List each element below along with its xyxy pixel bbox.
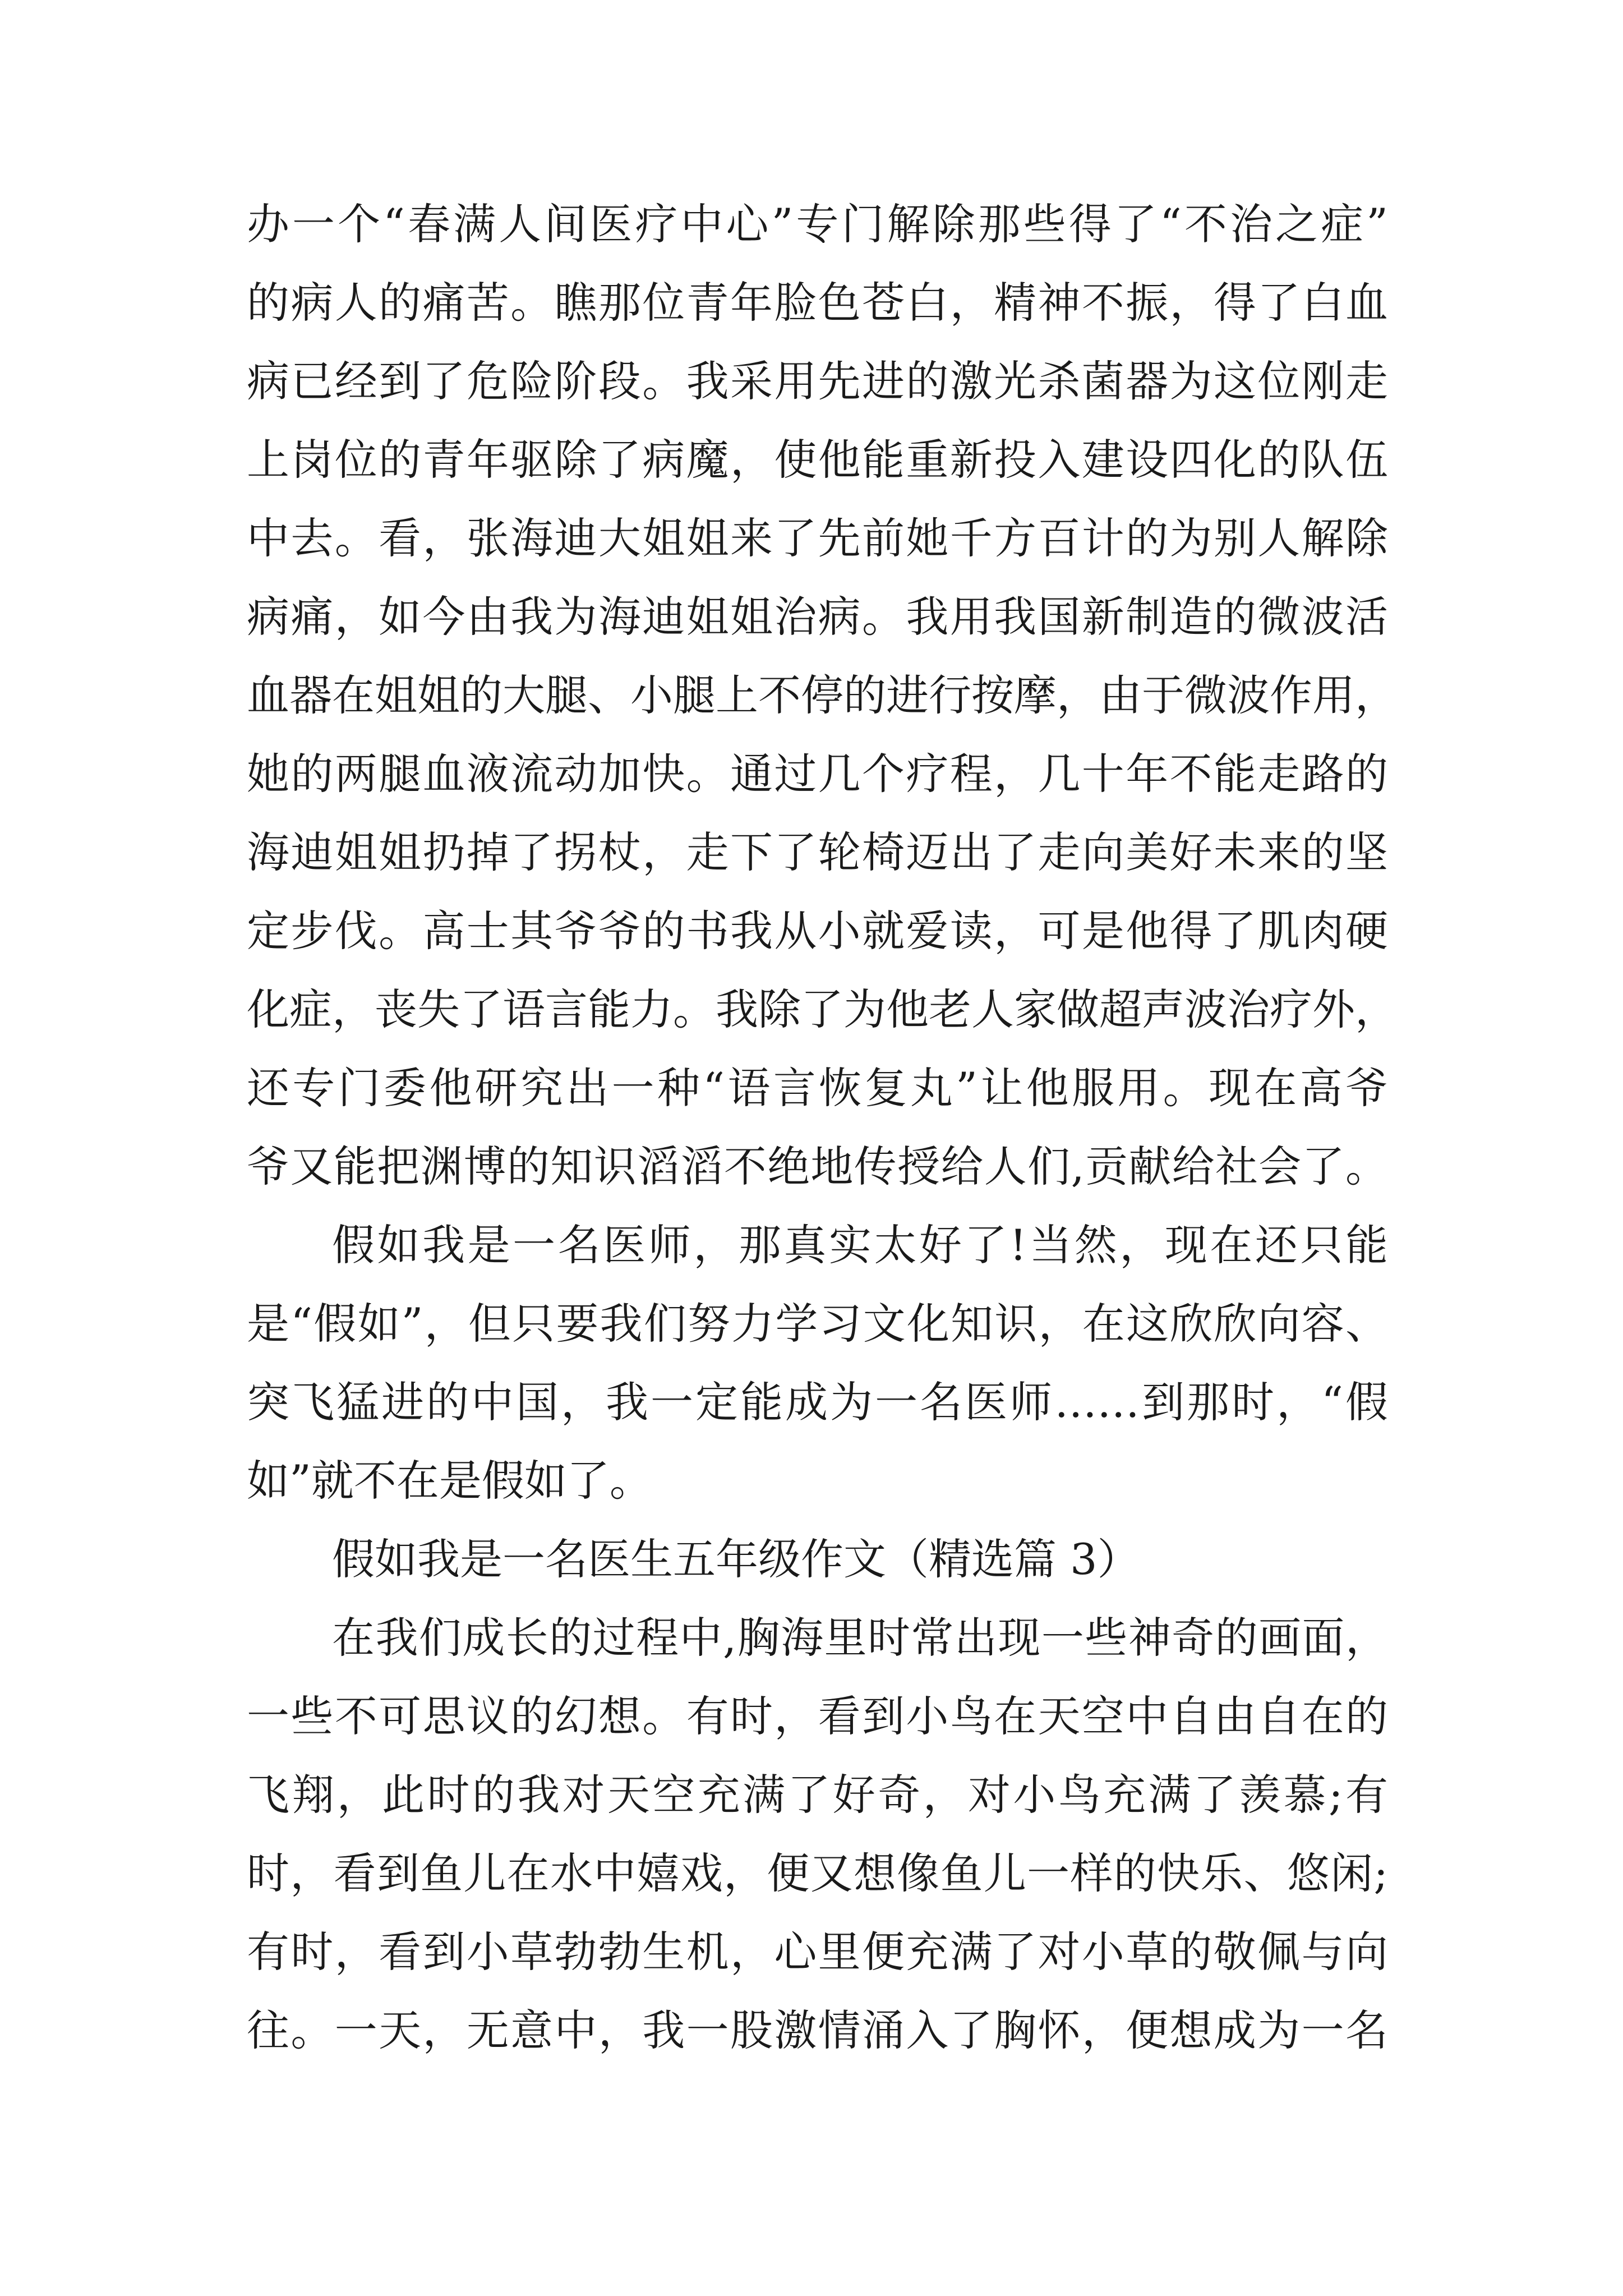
paragraph-1-line-11: 化症，丧失了语言能力。我除了为他老人家做超声波治疗外， (247, 984, 1398, 1034)
paragraph-1-line-1: 办一个“春满人间医疗中心”专门解除那些得了“不治之症” (247, 199, 1388, 249)
paragraph-3-line-4: 时，看到鱼儿在水中嬉戏，便又想像鱼儿一样的快乐、悠闲; (247, 1848, 1388, 1898)
paragraph-1-line-10: 定步伐。高士其爷爷的书我从小就爱读，可是他得了肌肉硬 (247, 906, 1388, 956)
paragraph-3-line-1: 在我们成长的过程中,胸海里时常出现一些神奇的画面， (332, 1613, 1388, 1663)
paragraph-3-line-6: 往。一天，无意中，我一股激情涌入了胸怀，便想成为一名 (247, 2005, 1388, 2055)
paragraph-1-line-3: 病已经到了危险阶段。我采用先进的激光杀菌器为这位刚走 (247, 356, 1388, 406)
document-body (247, 185, 1398, 2070)
paragraph-1-line-8: 她的两腿血液流动加快。通过几个疗程，几十年不能走路的 (247, 749, 1388, 799)
section-heading: 假如我是一名医生五年级作文（精选篇 3） (332, 1534, 1140, 1584)
paragraph-3-line-2: 一些不可思议的幻想。有时，看到小鸟在天空中自由自在的 (247, 1691, 1388, 1741)
paragraph-2-line-1: 假如我是一名医师，那真实太好了!当然，现在还只能 (332, 1220, 1388, 1270)
paragraph-1-line-7: 血器在姐姐的大腿、小腿上不停的进行按摩，由于微波作用， (247, 670, 1398, 720)
paragraph-1-line-12: 还专门委他研究出一种“语言恢复丸”让他服用。现在高爷 (247, 1063, 1388, 1113)
paragraph-1-line-2: 的病人的痛苦。瞧那位青年脸色苍白，精神不振，得了白血 (247, 278, 1388, 328)
paragraph-1-line-4: 上岗位的青年驱除了病魔，使他能重新投入建设四化的队伍 (247, 435, 1388, 485)
paragraph-1-line-5: 中去。看，张海迪大姐姐来了先前她千方百计的为别人解除 (247, 513, 1388, 563)
paragraph-2-line-3: 突飞猛进的中国，我一定能成为一名医师……到那时，“假 (247, 1377, 1388, 1427)
paragraph-1-line-6: 病痛，如今由我为海迪姐姐治病。我用我国新制造的微波活 (247, 592, 1388, 642)
paragraph-3-line-5: 有时，看到小草勃勃生机，心里便充满了对小草的敬佩与向 (247, 1927, 1388, 1977)
paragraph-3-line-3: 飞翔，此时的我对天空充满了好奇，对小鸟充满了羡慕;有 (247, 1770, 1388, 1820)
paragraph-2-line-2: 是“假如”，但只要我们努力学习文化知识，在这欣欣向容、 (247, 1299, 1388, 1349)
paragraph-1-line-13: 爷又能把渊博的知识滔滔不绝地传授给人们,贡献给社会了。 (247, 1142, 1388, 1191)
paragraph-1-line-9: 海迪姐姐扔掉了拐杖，走下了轮椅迈出了走向美好未来的坚 (247, 827, 1388, 877)
paragraph-2-line-4: 如”就不在是假如了。 (247, 1456, 652, 1506)
